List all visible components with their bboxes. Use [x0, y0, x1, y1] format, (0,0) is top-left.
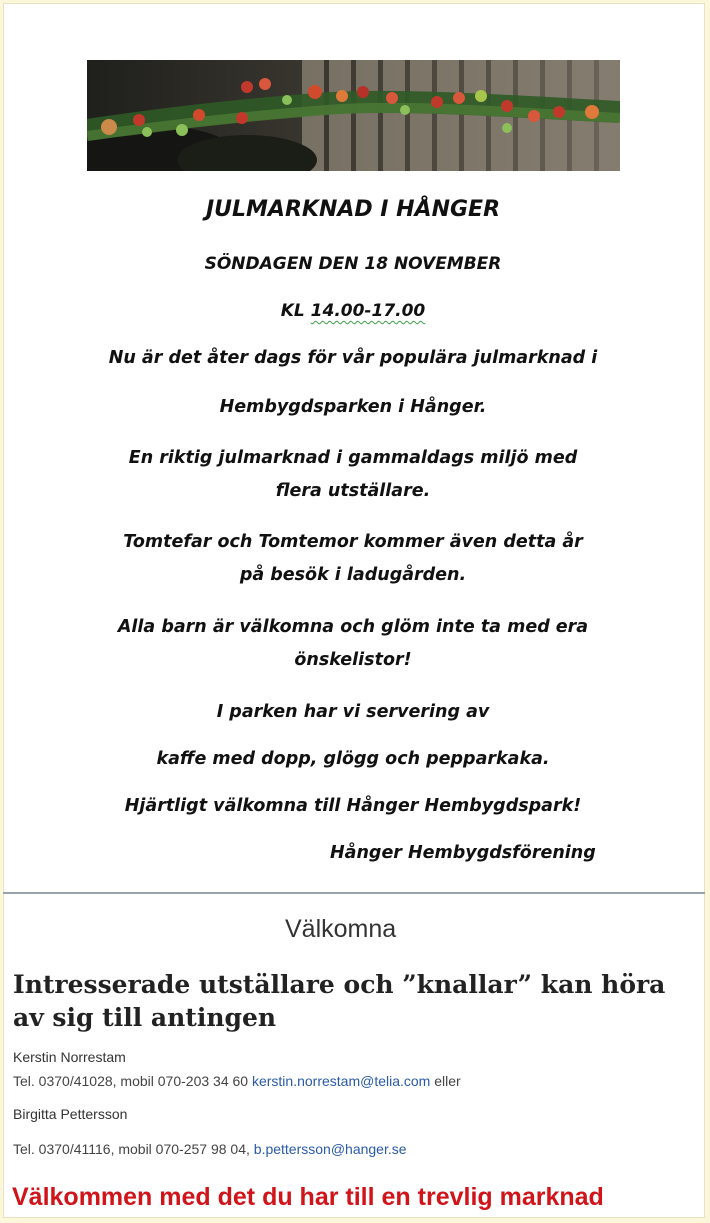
event-time-prefix: KL — [280, 301, 311, 321]
contact-email-2[interactable]: b.pettersson@hanger.se — [253, 1141, 407, 1157]
body-line-2: Hembygdsparken i Hånger. — [219, 397, 487, 417]
contact-line-1 — [13, 1073, 461, 1089]
garland-image — [87, 60, 620, 171]
contact-phone-2: Tel. 0370/41116, mobil 070-257 98 04, — [13, 1141, 254, 1157]
closing-message: Välkommen med det du har till en trevlig marknad — [12, 1183, 604, 1211]
event-date: SÖNDAGEN DEN 18 NOVEMBER — [204, 254, 502, 274]
body-line-4: flera utställare. — [275, 481, 431, 501]
poster-title: JULMARKNAD I HÅNGER — [205, 197, 501, 222]
signature: Hånger Hembygdsförening — [330, 843, 596, 863]
contact-name-2: Birgitta Pettersson — [13, 1106, 128, 1122]
contact-phone-1: Tel. 0370/41028, mobil 070-203 34 60 — [13, 1073, 252, 1089]
poster-page — [3, 3, 705, 1218]
event-time-value: 14.00-17.00 — [310, 301, 426, 321]
body-line-5: Tomtefar och Tomtemor kommer även detta år — [123, 532, 583, 552]
exhibitor-intro: Intresserade utställare och ”knallar” kan höra av sig till antingen — [13, 970, 666, 1032]
body-line-10: kaffe med dopp, glögg och pepparkaka. — [156, 749, 550, 769]
body-line-11: Hjärtligt välkomna till Hånger Hembygdspark! — [124, 796, 582, 816]
contact-name-1: Kerstin Norrestam — [13, 1049, 126, 1065]
body-line-7: Alla barn är välkomna och glöm inte ta med era — [117, 617, 589, 637]
contact-suffix-1: eller — [430, 1073, 461, 1089]
christmas-garland-photo — [87, 60, 620, 171]
body-line-9: I parken har vi servering av — [216, 702, 490, 722]
body-line-6: på besök i ladugården. — [239, 565, 467, 585]
body-line-3: En riktig julmarknad i gammaldags miljö med — [128, 448, 578, 468]
body-line-1: Nu är det åter dags för vår populära julmarknad i — [108, 348, 598, 368]
welcome-heading: Välkomna — [285, 915, 397, 943]
event-time — [0, 301, 706, 321]
section-divider — [3, 892, 705, 894]
body-line-8: önskelistor! — [294, 650, 412, 670]
contact-email-1[interactable]: kerstin.norrestam@telia.com — [251, 1073, 431, 1089]
contact-line-2 — [13, 1141, 407, 1157]
